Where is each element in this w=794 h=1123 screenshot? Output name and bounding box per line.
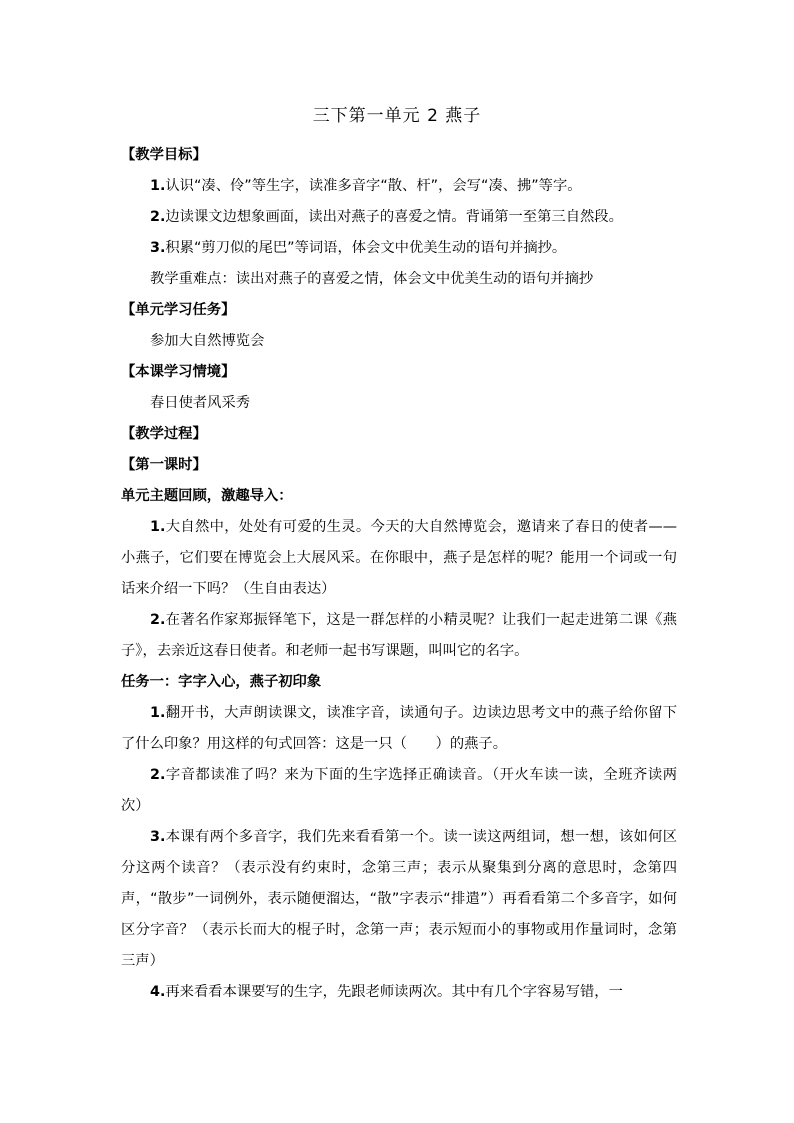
page-title: 三下第一单元 2 燕子 xyxy=(312,106,482,126)
task1-paragraph-4 xyxy=(121,977,677,1008)
goal-number-1: 1. xyxy=(150,178,166,194)
task1-number-1: 1. xyxy=(150,705,166,721)
goal-number-3: 3. xyxy=(150,240,166,256)
context-heading: 【本课学习情境】 xyxy=(121,364,236,380)
task1-paragraph-2 xyxy=(121,760,677,822)
process-heading: 【教学过程】 xyxy=(121,426,207,442)
task1-text-4: 再来看看本课要写的生字，先跟老师读两次。其中有几个字容易写错，一 xyxy=(165,984,623,1000)
goal-number-2: 2. xyxy=(150,209,166,225)
task1-number-3: 3. xyxy=(150,829,166,845)
intro-number-1: 1. xyxy=(150,519,166,535)
task1-text-2: 字音都读准了吗？来为下面的生字选择正确读音。（开火车读一读，全班齐读两次） xyxy=(121,767,677,814)
goal-text-1: 认识“凑、伶”等生字，读准多音字“散、杆”，会写“凑、拂”等字。 xyxy=(165,178,582,194)
intro-paragraph-2 xyxy=(121,605,677,667)
task1-paragraph-3 xyxy=(121,822,677,977)
goals-heading: 【教学目标】 xyxy=(121,147,207,163)
intro-text-2: 在著名作家郑振铎笔下，这是一群怎样的小精灵呢？让我们一起走进第二课《燕子》，去亲近这春日使者。和老师一起书写课题，叫叫它的名字。 xyxy=(121,612,677,659)
unit-task-heading: 【单元学习任务】 xyxy=(121,302,236,318)
task1-number-2: 2. xyxy=(150,767,166,783)
goal-item-1 xyxy=(121,171,677,202)
goal-item-2 xyxy=(121,202,677,233)
goal-text-2: 边读课文边想象画面，读出对燕子的喜爱之情。背诵第一至第三自然段。 xyxy=(165,209,623,225)
intro-heading: 单元主题回顾，激趣导入： xyxy=(121,488,293,504)
lesson1-heading: 【第一课时】 xyxy=(121,457,207,473)
task1-number-4: 4. xyxy=(150,984,166,1000)
context-text: 春日使者风采秀 xyxy=(150,395,251,411)
goals-section xyxy=(121,140,677,1008)
key-points: 教学重难点：读出对燕子的喜爱之情，体会文中优美生动的语句并摘抄 xyxy=(150,271,594,287)
task1-text-1: 翻开书，大声朗读课文，读准字音，读通句子。边读边思考文中的燕子给你留下了什么印象？用这样的句式回答：这是一只（ ）的燕子。 xyxy=(121,705,677,752)
task1-paragraph-1 xyxy=(121,698,677,760)
task1-text-3: 本课有两个多音字，我们先来看看第一个。读一读这两组词，想一想，该如何区分这两个读音？（表示没有约束时，念第三声；表示从聚集到分离的意思时，念第四声，“散步”一词例外，表示随便溜达，“散”字表示“排遣”）再看看第二个多音字，如何区分字音？（表示长而大的棍子时，念第一声；表示短而小的事物或用作量词时，念第三声） xyxy=(121,829,677,969)
task1-heading: 任务一：字字入心，燕子初印象 xyxy=(121,674,322,690)
intro-text-1: 大自然中，处处有可爱的生灵。今天的大自然博览会，邀请来了春日的使者——小燕子，它们要在博览会上大展风采。在你眼中，燕子是怎样的呢？能用一个词或一句话来介绍一下吗？（生自由表达） xyxy=(121,519,677,597)
intro-number-2: 2. xyxy=(150,612,166,628)
goal-item-3 xyxy=(121,233,677,264)
unit-task-text: 参加大自然博览会 xyxy=(150,333,265,349)
intro-paragraph-1 xyxy=(121,512,677,605)
goal-text-3: 积累“剪刀似的尾巴”等词语，体会文中优美生动的语句并摘抄。 xyxy=(165,240,567,256)
